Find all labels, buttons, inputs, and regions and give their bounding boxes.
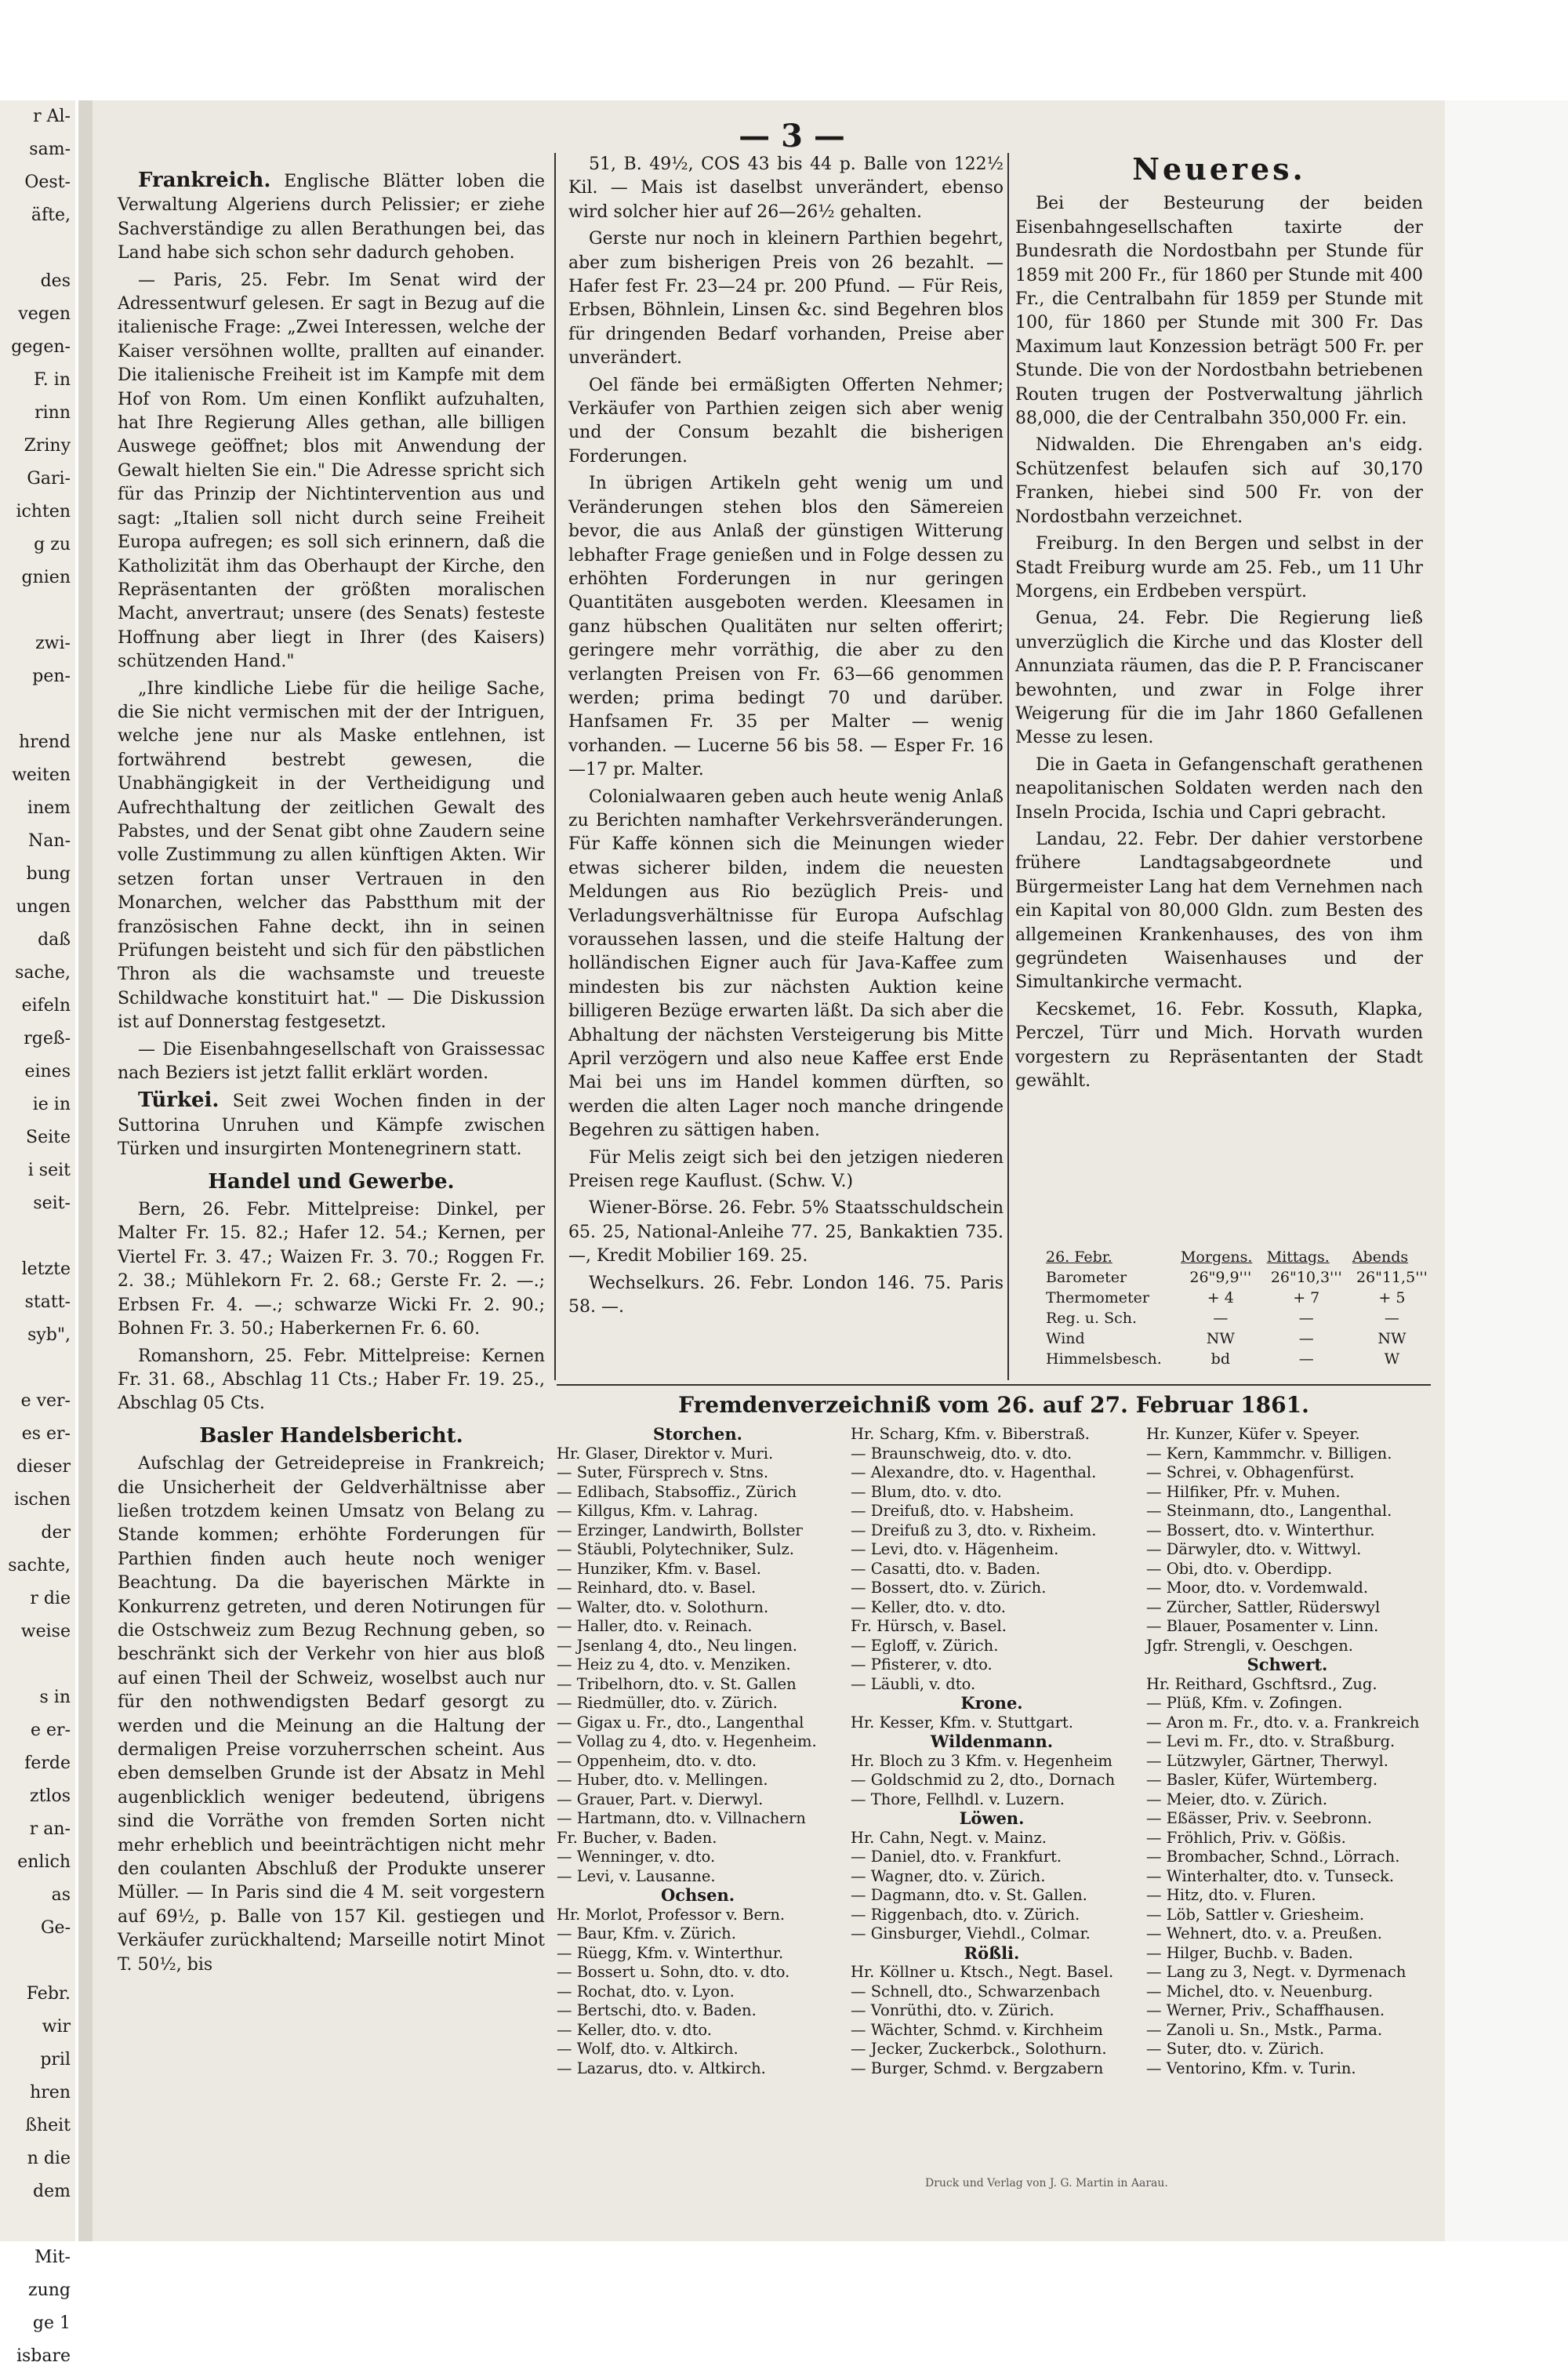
guest-entry: — Killgus, Kfm. v. Lahrag. xyxy=(557,1502,758,1520)
inn-heading: Storchen. xyxy=(653,1424,742,1444)
strip-line: ge 1 xyxy=(32,2313,71,2333)
fremdenverzeichnis xyxy=(557,1392,1431,2176)
article-paragraph xyxy=(1015,998,1423,1094)
column-rule-1 xyxy=(554,153,556,1380)
guest-entry: — Haller, dto. v. Reinach. xyxy=(557,1617,753,1635)
strip-line: pen- xyxy=(32,667,71,686)
strip-line xyxy=(0,1352,75,1385)
guest-entry: — Baur, Kfm. v. Zürich. xyxy=(557,1924,736,1942)
article-heading: Türkei. xyxy=(138,1088,220,1113)
inn-heading: Rößli. xyxy=(964,1942,1020,1963)
article-text: Oel fände bei ermäßigten Offerten Nehmer; Verkäufer von Parthien zeigen sich aber wenig und der Consum bezahlt die bisherigen Forderungen. xyxy=(568,375,1004,467)
strip-line: g zu xyxy=(34,535,71,554)
guest-entry: — Zürcher, Sattler, Rüderswyl xyxy=(1146,1597,1381,1616)
guest-entry: — Moor, dto. v. Vordemwald. xyxy=(1146,1579,1369,1597)
guest-entry: — Wagner, dto. v. Zürich. xyxy=(851,1866,1046,1885)
strip-line: e ver- xyxy=(20,1391,71,1411)
weather-rows xyxy=(1043,1267,1435,1369)
fremden-title: Fremdenverzeichniß vom 26. auf 27. Februar 1861. xyxy=(678,1392,1309,1418)
guest-entry: — Fröhlich, Priv. v. Gößis. xyxy=(1146,1828,1346,1847)
strip-line: as xyxy=(51,1885,71,1905)
article-paragraph xyxy=(118,1198,545,1341)
guest-entry: — Hitz, dto. v. Fluren. xyxy=(1146,1886,1316,1904)
strip-line: ichten xyxy=(16,502,71,521)
guest-entry: — Ginsburger, Viehdl., Colmar. xyxy=(851,1924,1091,1942)
strip-line: r die xyxy=(30,1589,71,1608)
guest-entry: — Vonrüthi, dto. v. Zürich. xyxy=(851,2001,1054,2019)
column-3 xyxy=(1015,153,1423,1235)
weather-row xyxy=(1043,1349,1435,1369)
guest-entry: Hr. Kesser, Kfm. v. Stuttgart. xyxy=(851,1713,1073,1732)
strip-line xyxy=(0,1945,75,1978)
guest-entry: Hr. Scharg, Kfm. v. Biberstraß. xyxy=(851,1425,1090,1443)
strip-line: zung xyxy=(27,2280,71,2300)
strip-line: zwi- xyxy=(35,634,71,653)
article-paragraph xyxy=(118,1345,545,1416)
strip-line xyxy=(0,1648,75,1681)
guest-entry: — Burger, Schmd. v. Bergzabern xyxy=(851,2059,1104,2077)
article-paragraph xyxy=(118,678,545,1035)
guest-entry: — Keller, dto. v. dto. xyxy=(851,1597,1006,1616)
weather-header-cell: 26. Febr. xyxy=(1046,1248,1112,1266)
strip-line xyxy=(0,594,75,627)
weather-cell: Wind xyxy=(1046,1330,1085,1347)
guest-entry: — Zanoli u. Sn., Mstk., Parma. xyxy=(1146,2020,1383,2039)
strip-line: äfte, xyxy=(31,205,71,225)
strip-line: eines xyxy=(24,1062,71,1081)
guest-entry: — Braunschweig, dto. v. dto. xyxy=(851,1444,1073,1463)
guest-entry: — Kern, Kammmchr. v. Billigen. xyxy=(1146,1444,1392,1463)
strip-line: Zriny xyxy=(24,436,71,456)
guest-entry: — Blum, dto. v. dto. xyxy=(851,1482,1002,1501)
weather-cell: Himmelsbesch. xyxy=(1046,1350,1162,1368)
strip-line: bung xyxy=(26,864,71,884)
inn-heading: Krone. xyxy=(960,1693,1023,1713)
strip-line: i seit xyxy=(27,1161,71,1180)
article-paragraph xyxy=(1015,828,1423,995)
article-paragraph xyxy=(568,472,1004,782)
guest-entry: — Bossert u. Sohn, dto. v. dto. xyxy=(557,1963,790,1981)
guest-entry: — Stäubli, Polytechniker, Sulz. xyxy=(557,1540,794,1558)
strip-line xyxy=(0,2208,75,2241)
weather-cell: + 5 xyxy=(1378,1289,1406,1306)
strip-line: vegen xyxy=(18,304,71,324)
article-paragraph xyxy=(568,1272,1004,1320)
strip-line: ungen xyxy=(16,897,71,917)
article-paragraph xyxy=(118,1452,545,1977)
weather-cell: + 4 xyxy=(1207,1289,1234,1306)
article-heading: Frankreich. xyxy=(138,169,271,192)
guest-entry: — Bossert, dto. v. Winterthur. xyxy=(1146,1521,1375,1539)
strip-line: gegen- xyxy=(11,337,71,357)
guest-entry: — Schrei, v. Obhagenfürst. xyxy=(1146,1463,1355,1481)
guest-entry: — Ventorino, Kfm. v. Turin. xyxy=(1146,2059,1356,2077)
strip-line: syb", xyxy=(27,1325,71,1345)
fremden-column-3 xyxy=(1146,1425,1428,2078)
guest-entry: Hr. Bloch zu 3 Kfm. v. Hegenheim xyxy=(851,1751,1112,1770)
guest-entry: — Hilfiker, Pfr. v. Muhen. xyxy=(1146,1482,1341,1501)
guest-entry: Jgfr. Strengli, v. Oeschgen. xyxy=(1146,1636,1353,1655)
strip-line: letzte xyxy=(21,1259,71,1279)
article-paragraph xyxy=(118,1038,545,1086)
guest-entry: — Obi, dto. v. Oberdipp. xyxy=(1146,1559,1333,1578)
guest-entry: — Edlibach, Stabsoffiz., Zürich xyxy=(557,1482,797,1501)
guest-entry: — Werner, Priv., Schaffhausen. xyxy=(1146,2001,1385,2019)
strip-line: dem xyxy=(33,2182,71,2201)
guest-entry: — Wehnert, dto. v. a. Preußen. xyxy=(1146,1924,1383,1942)
weather-cell: 26"11,5''' xyxy=(1356,1269,1428,1286)
strip-line: ie in xyxy=(32,1095,71,1114)
fremden-top-rule xyxy=(557,1384,1431,1386)
article-paragraph xyxy=(1015,434,1423,529)
guest-entry: — Keller, dto. v. dto. xyxy=(557,2020,712,2039)
article-text: Freiburg. In den Bergen und selbst in der Stadt Freiburg wurde am 25. Feb., um 11 Uhr Morgens, ein Erdbeben verspürt. xyxy=(1015,534,1423,601)
strip-line: pril xyxy=(40,2050,71,2070)
guest-entry: — Gigax u. Fr., dto., Langenthal xyxy=(557,1713,804,1732)
strip-line: Nan- xyxy=(28,831,71,851)
guest-entry: — Bossert, dto. v. Zürich. xyxy=(851,1579,1047,1597)
guest-entry: Hr. Cahn, Negt. v. Mainz. xyxy=(851,1828,1047,1847)
guest-entry: — Michel, dto. v. Neuenburg. xyxy=(1146,1982,1374,2001)
strip-line: ferde xyxy=(24,1753,71,1773)
column-rule-2 xyxy=(1007,153,1009,1380)
strip-line xyxy=(0,1220,75,1253)
guest-entry: — Grauer, Part. v. Dierwyl. xyxy=(557,1790,764,1808)
article-paragraph xyxy=(568,227,1004,370)
strip-line: der xyxy=(41,1523,71,1543)
strip-line: daß xyxy=(38,930,71,950)
article-paragraph xyxy=(1015,607,1423,750)
neueres-title: Neueres. xyxy=(1132,151,1306,187)
strip-line: Seite xyxy=(26,1128,71,1147)
weather-row xyxy=(1043,1328,1435,1349)
guest-entry: — Thore, Fellhdl. v. Luzern. xyxy=(851,1790,1065,1808)
printer-imprint: Druck und Verlag von J. G. Martin in Aarau. xyxy=(925,2177,1168,2189)
strip-line: des xyxy=(40,271,71,291)
article-text: Wechselkurs. 26. Febr. London 146. 75. Paris 58. —. xyxy=(568,1273,1004,1317)
guest-entry: — Riggenbach, dto. v. Zürich. xyxy=(851,1905,1080,1924)
weather-cell: 26"9,9''' xyxy=(1189,1269,1252,1286)
guest-entry: — Goldschmid zu 2, dto., Dornach xyxy=(851,1771,1116,1789)
article-paragraph xyxy=(1015,754,1423,825)
weather-header-cell: Mittags. xyxy=(1266,1248,1330,1266)
weather-cell: 26"10,3''' xyxy=(1270,1269,1342,1286)
neueres-body xyxy=(1015,192,1423,1093)
guest-entry: — Winterhalter, dto. v. Tunseck. xyxy=(1146,1866,1395,1885)
section-heading: Handel und Gewerbe. xyxy=(208,1169,455,1194)
guest-entry: — Bertschi, dto. v. Baden. xyxy=(557,2001,757,2019)
guest-entry: — Tribelhorn, dto. v. St. Gallen xyxy=(557,1674,797,1693)
weather-row xyxy=(1043,1308,1435,1328)
article-text: Wiener-Börse. 26. Febr. 5% Staatsschuldschein 65. 25, National-Anleihe 77. 25, Bankaktien 735. —, Kredit Mobilier 169. 25. xyxy=(568,1198,1004,1266)
article-text: Bei der Besteurung der beiden Eisenbahngesellschaften taxirte der Bundesrath die Nordostbahn per Stunde für 1859 mit 200 Fr., für 1860 per Stunde mit 400 Fr., die Centralbahn für 1859 per Stunde mit 100, für 1860 per Stunde mit 300 Fr. Das Maximum laut Konzession beträgt 500 Fr. per Stunde. Die von der Nordostbahn betriebenen Routen trugen der Postverwaltung jährlich 88,000, die der Centralbahn 350,000 Fr. ein. xyxy=(1015,194,1423,429)
guest-entry: — Lützwyler, Gärtner, Therwyl. xyxy=(1146,1751,1388,1770)
guest-entry: Hr. Kunzer, Küfer v. Speyer. xyxy=(1146,1425,1360,1443)
weather-table xyxy=(1043,1247,1435,1369)
guest-entry: — Casatti, dto. v. Baden. xyxy=(851,1559,1041,1578)
guest-entry: — Huber, dto. v. Mellingen. xyxy=(557,1771,768,1789)
guest-entry: — Wächter, Schmd. v. Kirchheim xyxy=(851,2020,1103,2039)
article-text: — Die Eisenbahngesellschaft von Graissessac nach Beziers ist jetzt fallit erklärt worden. xyxy=(118,1039,545,1084)
article-paragraph xyxy=(568,374,1004,470)
strip-line: dieser xyxy=(16,1457,71,1477)
article-text: Landau, 22. Febr. Der dahier verstorbene frühere Landtagsabgeordnete und Bürgermeister Lang hat dem Vernehmen nach ein Kapital von 80,000 Gldn. zum Besten des allgemeinen Krankenhauses, des von ihm gegründeten Waisenhauses und der Simultankirche vermacht. xyxy=(1015,829,1423,993)
page-number: — 3 — xyxy=(739,118,845,154)
strip-line: gnien xyxy=(21,568,71,587)
guest-entry: — Vollag zu 4, dto. v. Hegenheim. xyxy=(557,1732,817,1750)
article-paragraph xyxy=(1015,532,1423,604)
weather-cell: Reg. u. Sch. xyxy=(1046,1310,1138,1327)
inn-heading: Schwert. xyxy=(1247,1655,1328,1674)
strip-line: Gari- xyxy=(27,469,71,489)
strip-line: statt- xyxy=(24,1292,71,1312)
guest-entry: — Steinmann, dto., Langenthal. xyxy=(1146,1502,1392,1520)
strip-line xyxy=(0,693,75,726)
page-fold xyxy=(78,100,93,2241)
guest-entry: — Dreifuß, dto. v. Habsheim. xyxy=(851,1502,1074,1520)
weather-header-row xyxy=(1043,1247,1435,1267)
article-text: Aufschlag der Getreidepreise in Frankreich; die Unsicherheit der Geldverhältnisse aber ließen trotzdem keinen Umsatz von Belang zu Stande kommen; erhöhte Forderungen für Parthien finden auch heute noch weniger Beachtung. Da die bayerischen Märkte in Konkurrenz getreten, und deren Notirungen für die Ostschweiz zum Bezug Rechnung geben, so beschränkt sich der Verkehr von hier aus bloß auf einen Theil der Schweiz, woselbst auch nur für den nothwendigsten Bedarf gesorgt zu werden und die Meinung an die Haltung der dermaligen Preise vorzuherrschen scheint. Aus eben demselben Grunde ist der Absatz in Mehl augenblicklich weniger bedeutend, übrigens sind die Vorräthe von fremden Sorten nicht mehr erheblich und beeinträchtigen nicht mehr den coulanten Abschluß der Produkte unserer Müller. — In Paris sind die 4 M. seit vorgestern auf 69½, p. Balle von 157 Kil. gestiegen und Verkäufer zurückhaltend; Marseille notirt Minot T. 50½, bis xyxy=(118,1454,545,1975)
guest-entry: Hr. Glaser, Direktor v. Muri. xyxy=(557,1444,774,1463)
strip-line: Ge- xyxy=(40,1918,71,1938)
weather-cell: — xyxy=(1298,1350,1314,1368)
guest-entry: — Lang zu 3, Negt. v. Dyrmenach xyxy=(1146,1963,1406,1981)
column-1 xyxy=(118,169,545,2176)
guest-entry: — Pfisterer, v. dto. xyxy=(851,1655,993,1673)
guest-entry: — Hartmann, dto. v. Villnachern xyxy=(557,1809,806,1827)
weather-header-cell: Morgens. xyxy=(1180,1248,1253,1266)
article-text: Kecskemet, 16. Febr. Kossuth, Klapka, Perczel, Türr und Mich. Horvath wurden vorgestern zu Repräsentanten der Stadt gewählt. xyxy=(1015,999,1423,1092)
weather-header-cell: Abends xyxy=(1352,1248,1409,1266)
guest-entry: — Aron m. Fr., dto. v. a. Frankreich xyxy=(1146,1713,1420,1732)
strip-line: rinn xyxy=(34,403,71,423)
strip-line: ischen xyxy=(13,1490,71,1510)
guest-entry: — Wenninger, v. dto. xyxy=(557,1848,716,1866)
strip-line: wir xyxy=(42,2017,71,2037)
inn-heading: Ochsen. xyxy=(660,1885,735,1905)
guest-entry: — Riedmüller, dto. v. Zürich. xyxy=(557,1694,778,1712)
weather-cell: + 7 xyxy=(1293,1289,1320,1306)
guest-entry: — Jecker, Zuckerbck., Solothurn. xyxy=(851,2040,1107,2058)
guest-entry: — Dagmann, dto. v. St. Gallen. xyxy=(851,1886,1087,1904)
strip-line: isbare xyxy=(16,2346,71,2366)
guest-entry: Hr. Köllner u. Ktsch., Negt. Basel. xyxy=(851,1963,1114,1981)
weather-cell: — xyxy=(1298,1330,1314,1347)
weather-cell: bd xyxy=(1210,1350,1230,1368)
strip-line: sache, xyxy=(15,963,71,983)
article-text: Die in Gaeta in Gefangenschaft gerathenen neapolitanischen Soldaten werden nach den Inseln Procida, Ischia und Capri gebracht. xyxy=(1015,754,1423,823)
guest-entry: Hr. Morlot, Professor v. Bern. xyxy=(557,1905,786,1924)
guest-entry: — Blauer, Posamenter v. Linn. xyxy=(1146,1617,1379,1635)
article-text: — Paris, 25. Febr. Im Senat wird der Adressentwurf gelesen. Er sagt in Bezug auf die italienische Frage: „Zwei Interessen, welche der Kaiser versöhnen wollte, prallten auf einander. Die italienische Freiheit ist im Kampfe mit dem Hof von Rom. Um einen Konflikt aufzuhalten, hat Ihre Regierung Alles gethan, alle billigen Auswege geöffnet; blos mit Anwendung der Gewalt hielten Sie ein." Die Adresse spricht sich für das Prinzip der Nichtintervention aus und sagt: „Italien soll nicht durch seine Freiheit Europa aufregen; es soll sich erinnern, daß die Katholizität ihm das Oberhaupt der Kirche, den Repräsentanten der größten moralischen Macht, anvertraut; unsere (des Senats) festeste Hoffnung aber liegt in Ihrer (des Kaisers) schützenden Hand." xyxy=(118,270,545,672)
strip-line: es er- xyxy=(21,1424,71,1444)
article-text: Romanshorn, 25. Febr. Mittelpreise: Kernen Fr. 31. 68., Abschlag 11 Cts.; Haber Fr. 19. 25., Abschlag 05 Cts. xyxy=(118,1346,545,1414)
guest-entry: — Oppenheim, dto. v. dto. xyxy=(557,1751,757,1770)
article-text: Colonialwaaren geben auch heute wenig Anlaß zu Berichten namhafter Verkehrsveränderungen. Für Kaffe können sich die Meinungen wieder etwas sicherer bilden, indem die neuesten Meldungen aus Rio bezüglich Preis- und Verladungsverhältnisse für Europa Aufschlag voraussehen lassen, und die steife Haltung der holländischen Eigner auch für Java-Kaffee zum mindesten bis zur nächsten Auktion keine billigeren Bezüge erwarten läßt. Da sich aber die Abhaltung der nächsten Versteigerung bis Mitte April verzögern und also neue Kaffee erst Ende Mai bei uns im Handel kommen dürften, so werden die alten Lager noch manche dringende Begehren zu sättigen haben. xyxy=(568,787,1004,1141)
weather-cell: W xyxy=(1384,1350,1400,1368)
article-text: Englische Blätter loben die Verwaltung Algeriens durch Pelissier; er ziehe Sachverständige zu allen Berathungen bei, das Land habe sich schon sehr dadurch gehoben. xyxy=(118,172,545,263)
guest-entry: — Jsenlang 4, dto., Neu lingen. xyxy=(557,1636,798,1655)
weather-cell: — xyxy=(1384,1310,1399,1327)
guest-entry: — Levi, dto. v. Hägenheim. xyxy=(851,1540,1059,1558)
guest-entry: — Suter, dto. v. Zürich. xyxy=(1146,2040,1325,2058)
guest-entry: — Hunziker, Kfm. v. Basel. xyxy=(557,1559,761,1578)
strip-line: enlich xyxy=(17,1852,71,1872)
weather-cell: Barometer xyxy=(1046,1269,1127,1286)
guest-entry: — Meier, dto. v. Zürich. xyxy=(1146,1790,1328,1808)
guest-entry: Fr. Hürsch, v. Basel. xyxy=(851,1617,1007,1635)
column-2 xyxy=(568,153,1004,1376)
article-text: Seit zwei Wochen finden in der Suttorina Unruhen und Kämpfe zwischen Türken und insurgirten Montenegrinern statt. xyxy=(118,1092,545,1160)
weather-row xyxy=(1043,1288,1435,1308)
strip-line: n die xyxy=(27,2149,71,2168)
strip-line: sachte, xyxy=(8,1556,71,1575)
guest-entry: — Rüegg, Kfm. v. Winterthur. xyxy=(557,1943,784,1962)
strip-line: eifeln xyxy=(21,996,71,1016)
guest-entry: — Hilger, Buchb. v. Baden. xyxy=(1146,1943,1353,1962)
article-text: Bern, 26. Febr. Mittelpreise: Dinkel, per Malter Fr. 15. 82.; Hafer 12. 54.; Kernen, per Viertel Fr. 3. 47.; Waizen Fr. 3. 70.; Roggen Fr. 2. 38.; Mühlekorn Fr. 2. 68.; Gerste Fr. 2. —.; Erbsen Fr. 4. —.; schwarze Wicki Fr. 2. 90.; Bohnen Fr. 3. 50.; Haberkernen Fr. 6. 60. xyxy=(118,1200,545,1339)
article-text: Genua, 24. Febr. Die Regierung ließ unverzüglich die Kirche und das Kloster dell Annunziata räumen, das die P. P. Franciscaner bewohnten, und zwar in Folge ihrer Weigerung für die im Jahr 1860 Gefallenen Messe zu lesen. xyxy=(1015,609,1423,748)
guest-entry: — Löb, Sattler v. Griesheim. xyxy=(1146,1905,1365,1924)
guest-entry: — Egloff, v. Zürich. xyxy=(851,1636,999,1655)
article-text: In übrigen Artikeln geht wenig um und Veränderungen stehen blos den Sämereien bevor, die aus Anlaß der günstigen Witterung lebhafter Frage genießen und in Folge dessen zu erhöhten Forderungen in nur geringen Quantitäten ausgeboten werden. Kleesamen in ganz hübschen Qualitäten nur selten offerirt; geringere mehr vorräthig, die aber zu den verlangten Preisen von Fr. 63—66 genommen werden; prima bedingt 70 und darüber. Hanfsamen Fr. 35 per Malter — wenig vorhanden. — Lucerne 56 bis 58. — Esper Fr. 16—17 pr. Malter. xyxy=(568,474,1004,780)
guest-entry: — Läubli, v. dto. xyxy=(851,1674,976,1693)
guest-entry: — Erzinger, Landwirth, Bollstег xyxy=(557,1521,804,1539)
fremden-column-2 xyxy=(851,1425,1133,2078)
article-text: „Ihre kindliche Liebe für die heilige Sache, die Sie nicht vermischen mit der der Intriguen, welche jene nur als Maske entlehnen, ist fortwährend bestrebt gewesen, die Unabhängigkeit in der Vertheidigung und Aufrechthaltung der zeitlichen Gewalt des Pabstes, und der Senat gibt ohne Zaudern seine volle Zustimmung zu allen künftigen Akten. Wir setzen fortan unser Vertrauen in den Monarchen, welcher das Pabstthum mit der französischen Fahne deckt, ihn in seinen Prüfungen beisteht und sich für den päbstlichen Thron als die wachsamste und treueste Schildwache konstituirt hat." — Die Diskussion ist auf Donnerstag festgesetzt. xyxy=(118,678,545,1033)
strip-line: sam- xyxy=(29,140,71,159)
guest-entry: — Brombacher, Schnd., Lörrach. xyxy=(1146,1848,1400,1866)
strip-line: weise xyxy=(20,1622,71,1641)
article-paragraph xyxy=(118,1088,545,1161)
guest-entry: — Walter, dto. v. Solothurn. xyxy=(557,1597,769,1616)
guest-entry: Fr. Bucher, v. Baden. xyxy=(557,1828,717,1847)
weather-cell: — xyxy=(1213,1310,1229,1327)
strip-line: s in xyxy=(39,1688,71,1707)
strip-line: hrend xyxy=(19,732,71,752)
guest-entry: — Suter, Fürsprech v. Stns. xyxy=(557,1463,769,1481)
inn-heading: Löwen. xyxy=(959,1808,1025,1828)
previous-page-strip xyxy=(0,100,75,2366)
guest-entry: — Lazarus, dto. v. Altkirch. xyxy=(557,2059,766,2077)
guest-entry: — Basler, Küfer, Würtemberg. xyxy=(1146,1771,1378,1789)
article-text: Für Melis zeigt sich bei den jetzigen niederen Preisen rege Kauflust. (Schw. V.) xyxy=(568,1147,1004,1192)
strip-line: hren xyxy=(30,2083,71,2102)
guest-entry: — Eßässer, Priv. v. Seebronn. xyxy=(1146,1809,1372,1827)
weather-cell: — xyxy=(1298,1310,1314,1327)
strip-line: r an- xyxy=(29,1819,71,1839)
strip-line: Febr. xyxy=(26,1984,71,2004)
strip-line xyxy=(0,232,75,265)
strip-line: rgeß- xyxy=(24,1029,71,1048)
strip-line: weiten xyxy=(12,765,71,785)
article-text: 51, B. 49½, COS 43 bis 44 p. Balle von 122½ Kil. — Mais ist daselbst unverändert, ebenso wird solcher hier auf 26—26½ gehalten. xyxy=(568,154,1004,222)
guest-entry: — Rochat, dto. v. Lyon. xyxy=(557,1982,735,2001)
strip-line: seit- xyxy=(33,1194,71,1213)
guest-entry: — Dreifuß zu 3, dto. v. Rixheim. xyxy=(851,1521,1097,1539)
weather-cell: NW xyxy=(1377,1330,1406,1347)
guest-entry: — Levi m. Fr., dto. v. Straßburg. xyxy=(1146,1732,1396,1750)
strip-line: Mit- xyxy=(34,2248,71,2267)
weather-row xyxy=(1043,1267,1435,1288)
strip-line: Oest- xyxy=(24,173,71,192)
guest-entry: — Reinhard, dto. v. Basel. xyxy=(557,1579,757,1597)
guest-entry: — Levi, v. Lausanne. xyxy=(557,1866,716,1885)
guest-entry: — Därwyler, dto. v. Wittwyl. xyxy=(1146,1540,1362,1558)
strip-line: ztlos xyxy=(29,1786,71,1806)
strip-line: e er- xyxy=(31,1721,71,1740)
article-paragraph xyxy=(118,269,545,674)
article-text: Gerste nur noch in kleinern Parthien begehrt, aber zum bisherigen Preis von 26 bezahlt. — Hafer fest Fr. 23—24 pr. 200 Pfund. — Für Reis, Erbsen, Böhnlein, Linsen &c. sind Begehren blos für dringenden Bedarf vorhanden, Preise aber unverändert. xyxy=(568,229,1004,369)
section-heading: Basler Handelsbericht. xyxy=(199,1423,463,1448)
article-text: Nidwalden. Die Ehrengaben an's eidg. Schützenfest belaufen sich auf 30,170 Franken, hiebei sind 500 Fr. von der Nordostbahn verzeichnet. xyxy=(1015,435,1423,527)
guest-entry: — Wolf, dto. v. Altkirch. xyxy=(557,2040,739,2058)
guest-entry: — Schnell, dto., Schwarzenbach xyxy=(851,1982,1101,2001)
strip-line: r Al- xyxy=(33,107,71,126)
fremden-column-1 xyxy=(557,1425,839,2078)
guest-entry: — Daniel, dto. v. Frankfurt. xyxy=(851,1848,1062,1866)
guest-entry: — Alexandre, dto. v. Hagenthal. xyxy=(851,1463,1097,1481)
strip-line: F. in xyxy=(33,370,71,390)
article-paragraph xyxy=(118,169,545,266)
weather-cell: Thermometer xyxy=(1046,1289,1149,1306)
guest-entry: — Heiz zu 4, dto. v. Menziken. xyxy=(557,1655,791,1673)
article-paragraph xyxy=(568,153,1004,224)
article-paragraph xyxy=(568,1197,1004,1268)
right-margin xyxy=(1445,100,1568,2241)
strip-line: ßheit xyxy=(25,2116,71,2135)
article-paragraph xyxy=(568,1147,1004,1194)
guest-entry: Hr. Reithard, Gschftsrd., Zug. xyxy=(1146,1674,1377,1693)
inn-heading: Wildenmann. xyxy=(930,1732,1054,1751)
weather-cell: NW xyxy=(1206,1330,1235,1347)
article-paragraph xyxy=(568,786,1004,1143)
guest-entry: — Plüß, Kfm. v. Zofingen. xyxy=(1146,1694,1343,1712)
article-paragraph xyxy=(1015,192,1423,431)
strip-line: inem xyxy=(27,798,71,818)
